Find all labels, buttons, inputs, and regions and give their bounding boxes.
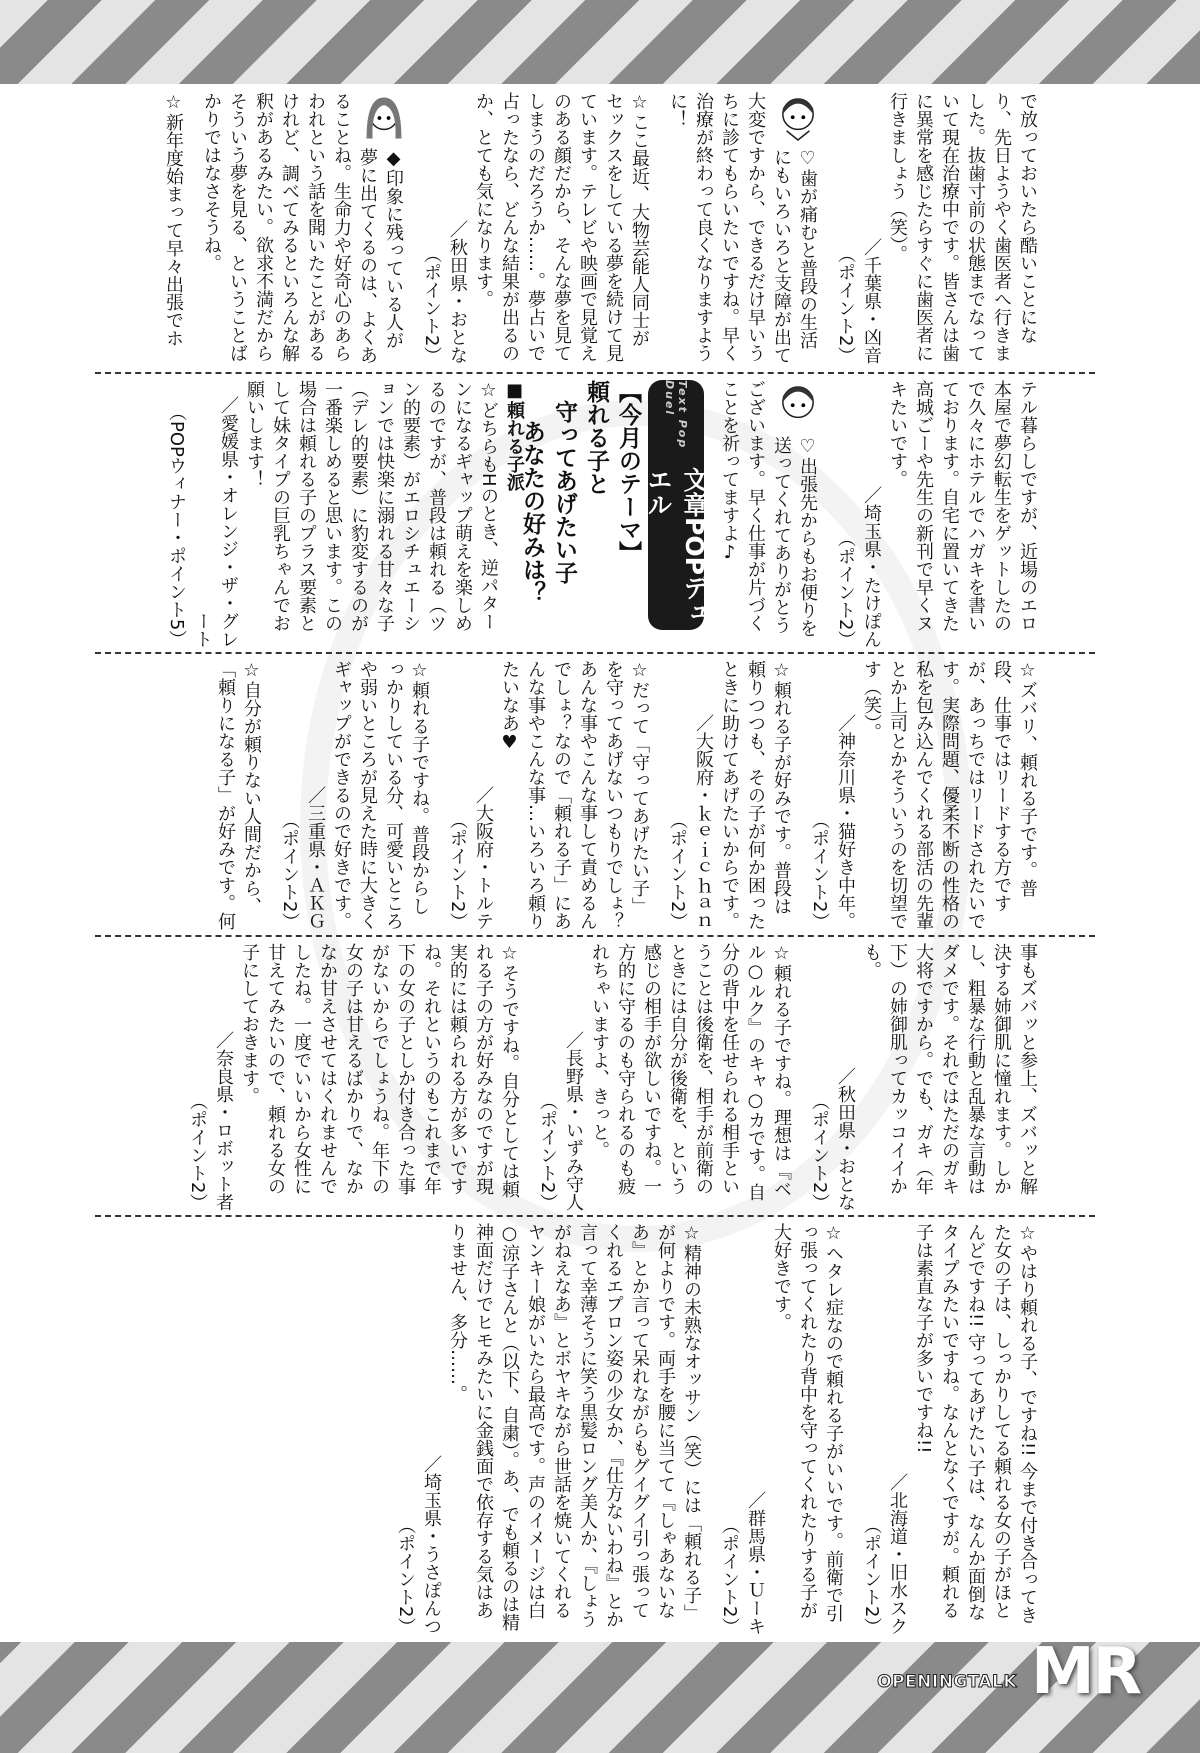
post-body: ☆そうですね。自分としては頼れる子の方が好みなのですが現実的には頼られる方が多いですね。それというのもこれまで年下の女の子としか付き合った事がないからでしょうね。年下の女の子は甘えるばかりで、なかなか甘えさせてはくれませんでしたね。一度でいいから女性に甘えてみたいので、頼れる女の子にしておきます。: [239, 943, 520, 1198]
post-points: （ポイント2）: [809, 810, 830, 930]
post-akita-otona: [806, 943, 1040, 1211]
post-author: ／秋田県・おとな: [835, 1067, 856, 1211]
post-body: ☆頼れる子ですね。理想は『ベル○ルク』のキャ○カです。自分の背中を任せられる相手ということは後衛を、相手が前衛のときには自分が後衛を、という感じの相手が欲しいですね。一方的に守るのも守られるのも疲れちゃいますよ、きっと。: [589, 943, 792, 1201]
post-points: （ポイント2）: [835, 244, 856, 364]
post-body: ☆ヘタレ症なので頼れる子がいいです。前衛で引っ張ってくれたり背中を守ってくれたりする子が大好きです。: [771, 1223, 844, 1622]
post-author: ／愛媛県・オレンジ・ザ・グレート: [192, 396, 239, 648]
band-4: [64, 943, 1040, 1211]
post-author: ／北海道・旧水スク: [887, 1473, 908, 1635]
divider: [95, 652, 1095, 654]
post-points: （ポイント2）: [537, 1091, 558, 1211]
post-points: （ポイント2）: [667, 810, 688, 930]
post-points: （ポイント2）: [809, 1091, 830, 1211]
corner-title-badge: [644, 380, 709, 630]
post-body: ☆新年度始まって早々出張でホ: [163, 92, 184, 347]
post-points: （ポイント2）: [395, 1515, 416, 1635]
editor-avatar-icon: [776, 380, 820, 432]
post-author: ／大阪府・ｋｅｉｃｈａｎ: [693, 714, 714, 930]
post-ehime: [163, 380, 527, 648]
post-mie: [276, 660, 432, 930]
top-stripe-band: [0, 0, 1200, 84]
corner-title: 文章POPデュエル: [644, 467, 709, 626]
post-body: ☆精神の未熟なオッサン（笑）には「頼れる子」が何よりです。両手を腰に当てて『しゃあないなあ』とか言って呆れながらもグイグイ引っ張ってくれるエプロン姿の少女か、『仕方ないわね』とか言って幸薄そうに笑う黒髪ロング美人か、『しょうがねえなあ』とボヤキながら世話を焼いてくれるヤンキー娘がいたら最高です。声のイメージは白○涼子さんと（以下、自粛）。あ、でも頼るのは精神面だけでヒモみたいに金銭面で依存する気はありません、多分……。: [447, 1223, 702, 1631]
post-saitama-usaponts: [392, 1223, 704, 1635]
band-3: [64, 660, 1040, 930]
post-body: ☆ズバリ、頼れる子です。普段、仕事ではリードする方ですが、あっちではリードされたいです。実際問題、優柔不断の性格の私を包み込んでくれる部活の先輩とか上司とかそういうのを切望です（笑）。: [861, 660, 1038, 930]
band-1: [64, 92, 1040, 364]
post-author: ／大阪府・トルテ: [473, 786, 494, 930]
post-gunma: [716, 1223, 846, 1635]
divider: [95, 935, 1095, 937]
post-points: （ポイント2）: [719, 1515, 740, 1635]
footer-brand: [877, 1635, 1140, 1709]
reply-body: ◆印象に残っている人が夢に出てくるのは、よくあることね。生命力や好奇心のあらわれという話を聞いたことがあるけれど、調べてみるといろんな解釈があるみたい。欲求不満だからそういう夢を見る、ということばかりではなさそうね。: [201, 92, 404, 364]
corner-title-en: Text Pop Duel: [663, 380, 689, 450]
post-body: ☆やはり頼れる子、ですね!! 今まで付き合ってきた女の子は、しっかりしてる頼れる女の子がほとんどですね!! 守ってあげたい子は、なんか面倒なタイプみたいですね。なんとなくですが。頼れる子は素直な子が多いですね!!: [913, 1223, 1038, 1625]
post-points: （POPウィナー・ポイント5）: [166, 402, 187, 648]
post-author: ／秋田県・おとな: [447, 220, 468, 364]
post-osaka-keichan: [664, 660, 794, 930]
post-body: で放っておいたら酷いことになり、先日ようやく歯医者へ行きました。抜歯寸前の状態までなっていて現在治療中です。皆さんは歯に異常を感じたらすぐに歯医者に行きましょう（笑）。: [887, 92, 1038, 362]
post-points: （ポイント2）: [861, 1515, 882, 1635]
post-hokkaido: [858, 1223, 1040, 1635]
post-author: ／神奈川県・猫好き中年。: [835, 714, 856, 930]
theme-line: 守ってあげたい子: [551, 400, 577, 584]
post-body: 事もズバッと参上、ズバッと解決する姉御肌に憧れます。しかし、粗暴な行動と乱暴な言動はダメです。それではただのガキ大将ですから。でも、ガキ（年下）の姉御肌ってカッコイイかも。: [861, 943, 1038, 1195]
magazine-logo: MR: [1031, 1635, 1140, 1709]
theme-line: あなたの好みは？: [519, 420, 545, 604]
post-body: ☆だって「守ってあげたい子」を守ってあげないつもりでしょ？あんな事やこんな事して責めるんでしょ？なので「頼れる子」にあんな事やこんな事…いろいろ頼りたいなあ♥: [499, 660, 650, 930]
post-body: ☆自分が頼りない人間だから、「頼りになる子」が好みです。何: [215, 660, 262, 930]
theme-line: 頼れる子と: [583, 380, 609, 495]
post-chiba: [832, 92, 1040, 364]
editor-avatar-icon: [362, 92, 406, 144]
post-points: （ポイント2）: [187, 1091, 208, 1211]
post-saitama-start: [160, 92, 186, 364]
post-akita-start: [212, 660, 264, 930]
post-body: ☆どちらもHのとき、逆パターンになるギャップ萌えを楽しめるのですが、普段は頼れる（ツン的要素）がエロシチュエーションでは快楽に溺れる甘々な子（デレ的要素）に豹変するのが一番楽しめると思います。この場合は頼れる子のプラス要素として妹タイプの巨乳ちゃんでお願いします！: [244, 380, 499, 632]
band-5: [64, 1223, 1040, 1635]
divider: [95, 1215, 1095, 1217]
post-author: ／三重県・ＡＫＧ: [305, 786, 326, 930]
theme-header: [519, 380, 709, 648]
reply-body: ♡歯が痛むと普段の生活にもいろいろと支障が出て大変ですから、できるだけ早いうちに診てもらいたいですね。早く治療が終わって良くなりますように！: [667, 92, 818, 364]
editor-reply-dream: [198, 92, 406, 364]
post-author: ／長野県・いずみ守人: [563, 1031, 584, 1211]
post-nagano: [534, 943, 794, 1211]
editor-reply: [716, 380, 820, 648]
post-points: （ポイント2）: [279, 810, 300, 930]
post-akita-dream: [418, 92, 652, 364]
post-points: （ポイント2）: [835, 528, 856, 648]
post-body: ☆頼れる子ですね。普段からしっかりしている分、可愛いところや弱いところが見えた時に大きくギャップができるので好きです。: [331, 660, 430, 930]
reply-body: ♡出張先からもお便りを送ってくれてありがとうございます。早く仕事が片づくことを祈ってますよ♪: [719, 380, 818, 637]
band-2: [64, 380, 1040, 648]
post-body: テル暮らしですが、近場のエロ本屋で夢幻転生をゲットしたので久々にホテルでハガキを書いております。自宅に置いてきた高城ごーや先生の新刊で早くヌキたいです。: [887, 380, 1038, 632]
post-body: ☆ここ最近、大物芸能人同士がセックスをしている夢を続けて見ています。テレビや映画で見覚えのある顔だから、そんな夢を見てしまうのだろうか……。夢占いで占ったなら、どんな結果が出るのか、とても気になります。: [473, 92, 650, 362]
post-author: ／埼玉県・たけぽん: [861, 486, 882, 648]
post-author: ／群馬県・Ｕーキ: [745, 1491, 766, 1635]
post-author: ／千葉県・凶音: [861, 238, 882, 364]
post-points: （ポイント2）: [447, 810, 468, 930]
post-osaka-torte: [444, 660, 652, 930]
section-label: OPENINGTALK: [877, 1672, 1018, 1692]
theme-text: [516, 380, 644, 635]
faction-heading: ■頼れる子派: [504, 380, 525, 491]
post-author: ／埼玉県・うさぽんつ: [421, 1455, 442, 1635]
post-points: （ポイント2）: [421, 244, 442, 364]
divider: [95, 372, 1095, 374]
editor-avatar-icon: [776, 92, 820, 144]
post-body: ☆頼れる子が好みです。普段は頼りつつも、その子が何か困ったときに助けてあげたいからです。: [719, 660, 792, 930]
theme-label: 【今月のテーマ】: [615, 380, 641, 564]
post-kanagawa: [806, 660, 1040, 930]
post-saitama-takepon: [832, 380, 1040, 648]
post-author: ／奈良県・ロボット者: [213, 1031, 234, 1211]
post-nara: [184, 943, 522, 1211]
editor-reply: [664, 92, 820, 364]
